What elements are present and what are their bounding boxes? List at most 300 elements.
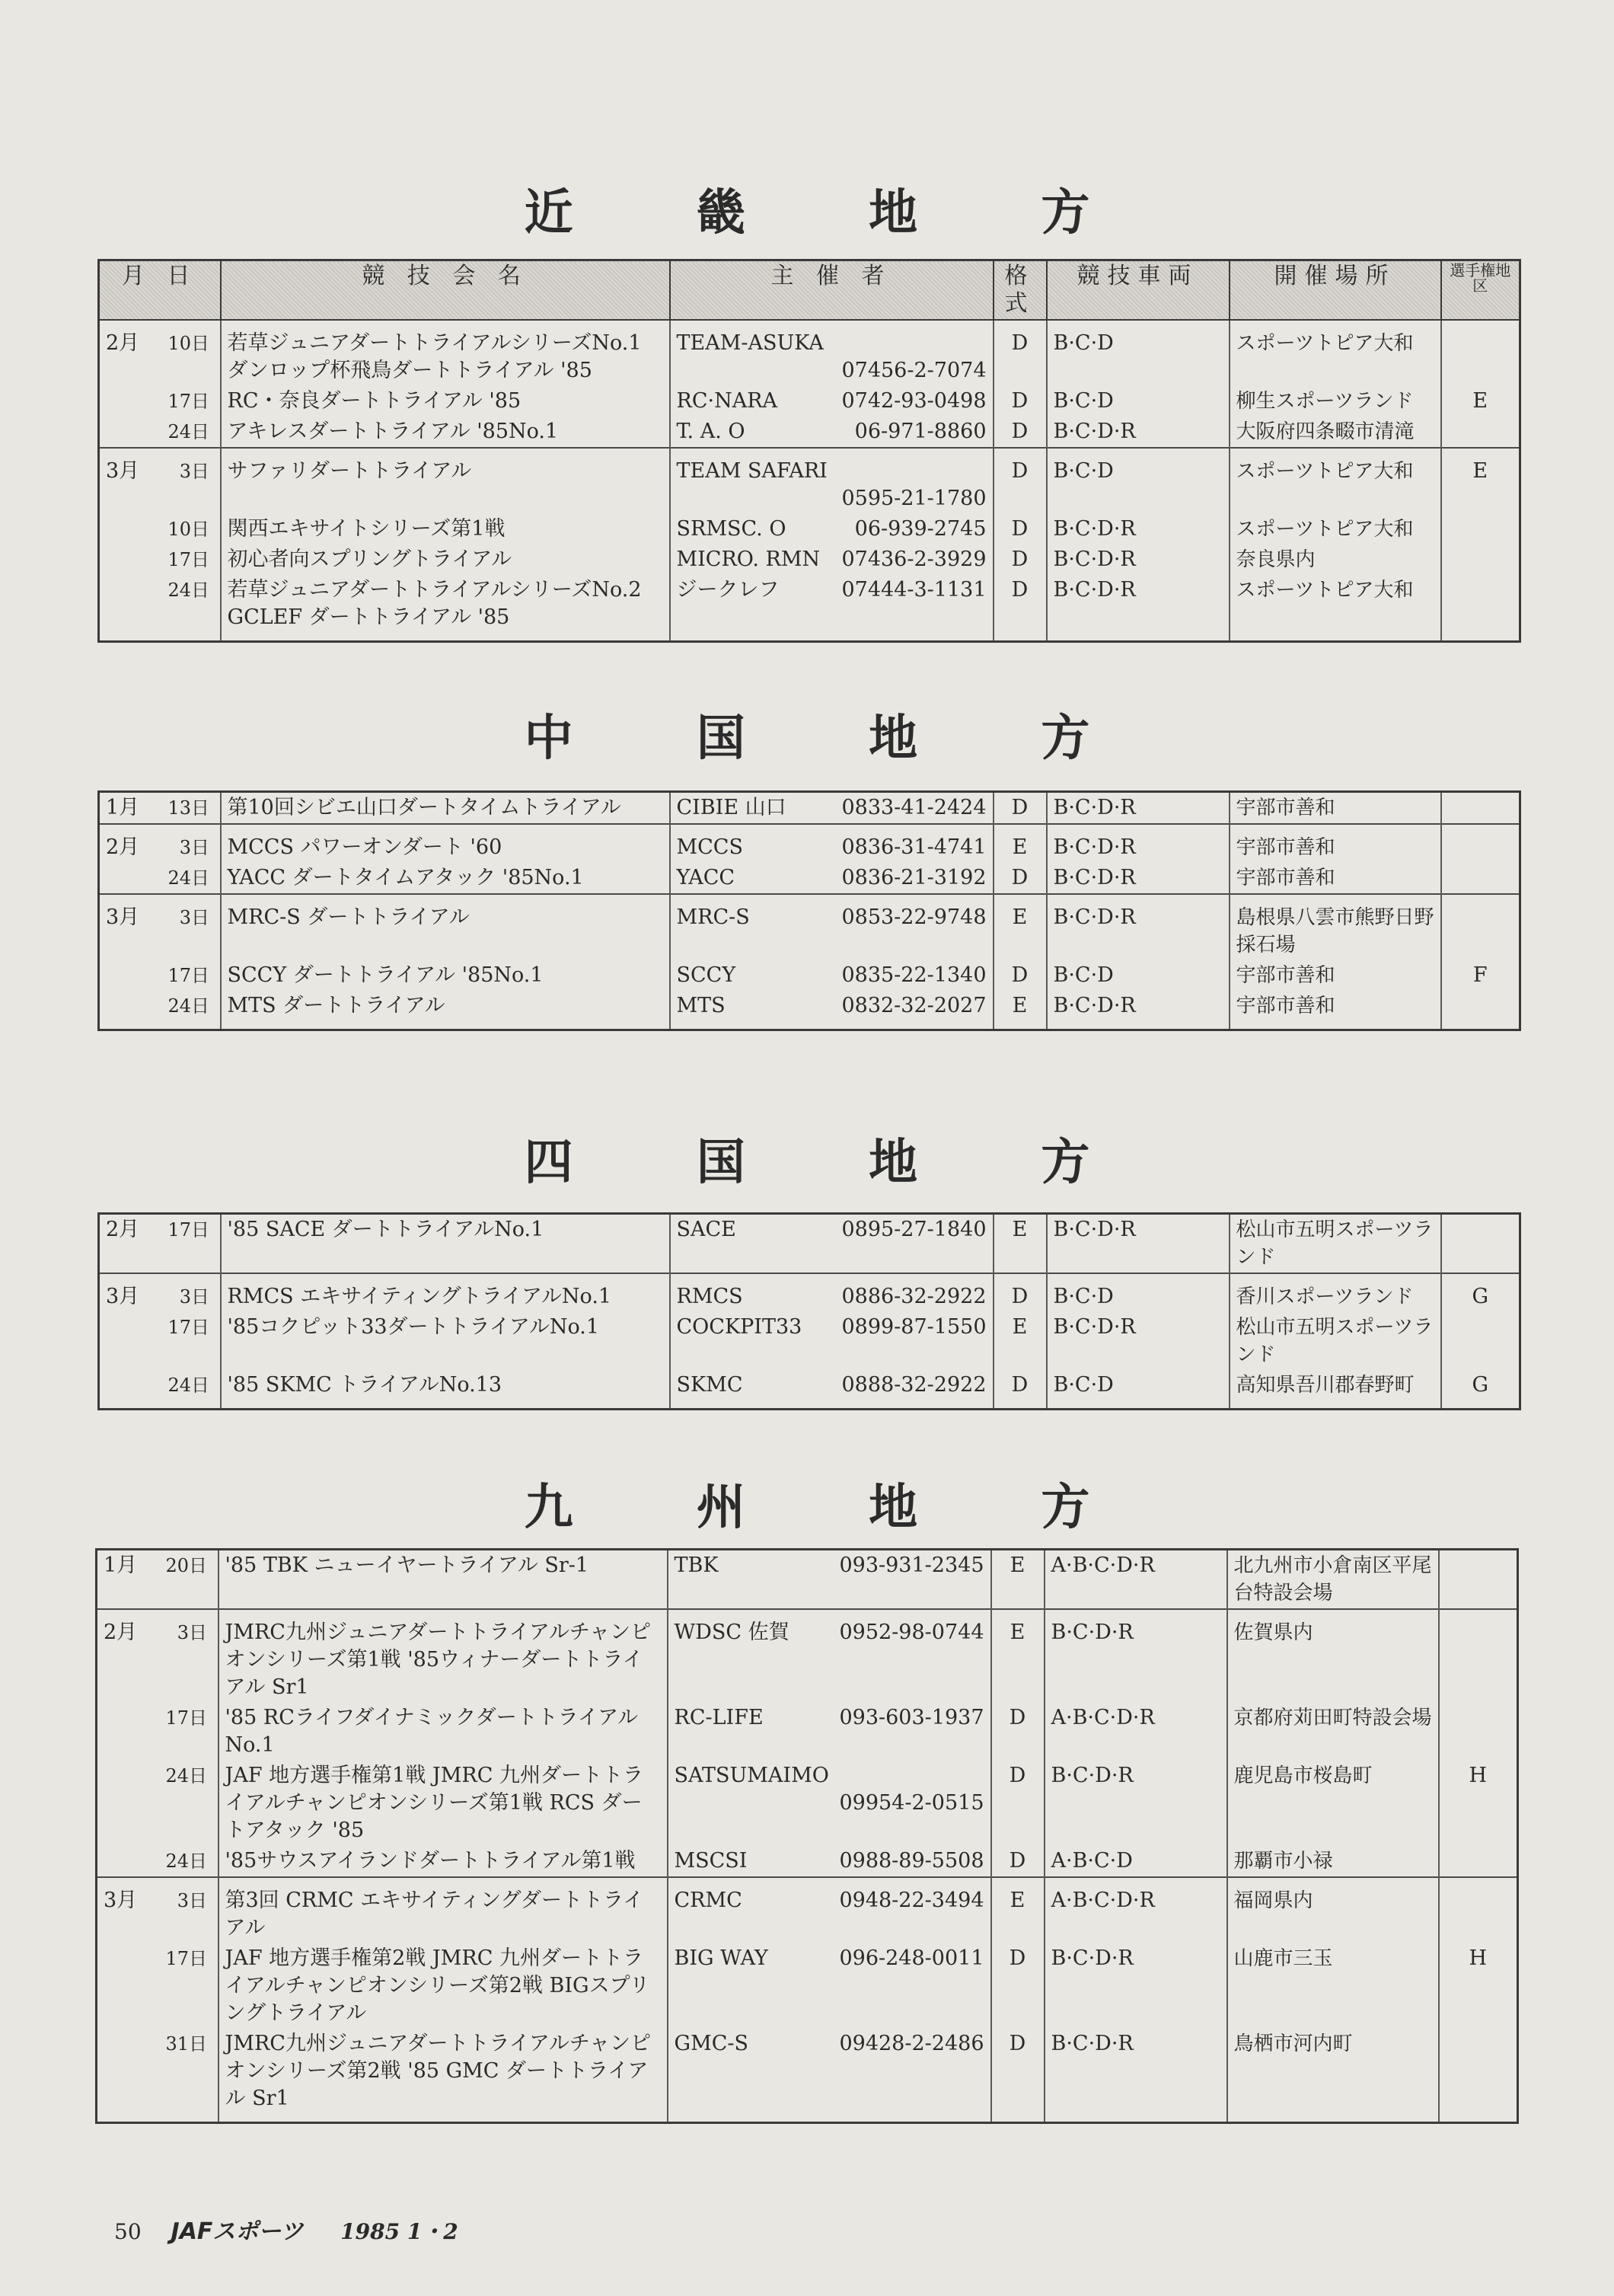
table-row xyxy=(99,320,1520,386)
event-name: 若草ジュニアダートトライアルシリーズNo.1 ダンロップ杯飛鳥ダートトライアル '85 xyxy=(221,320,670,386)
organizer-phone: 0853-22-9748 xyxy=(841,905,987,929)
organizer-phone: 0899-87-1550 xyxy=(841,1315,987,1339)
format-grade: D xyxy=(994,1273,1047,1312)
day: 20日 xyxy=(165,1555,207,1576)
table-row xyxy=(97,1943,1518,2029)
table-row xyxy=(99,448,1520,514)
organizer-phone: 06-939-2745 xyxy=(854,517,987,541)
vehicle-classes: B·C·D·R xyxy=(1047,1214,1230,1274)
table-row xyxy=(99,1370,1520,1410)
format-grade: E xyxy=(991,1609,1045,1703)
organizer-name: MRC-S xyxy=(676,905,750,929)
event-name: 若草ジュニアダートトライアルシリーズNo.2 GCLEF ダートトライアル '85 xyxy=(221,575,670,642)
event-name: RMCS エキサイティングトライアルNo.1 xyxy=(221,1273,670,1312)
table-row xyxy=(99,417,1520,448)
date-cell xyxy=(99,544,221,575)
organizer-cell xyxy=(670,417,994,448)
organizer-name: RC-LIFE xyxy=(674,1706,764,1729)
month: 2月 xyxy=(104,1621,138,1644)
date-cell xyxy=(99,1214,221,1274)
event-name: '85コクピット33ダートトライアルNo.1 xyxy=(221,1312,670,1370)
table-row xyxy=(97,1609,1518,1703)
organizer-phone: 0836-21-3192 xyxy=(841,866,987,889)
vehicle-classes: B·C·D·R xyxy=(1047,792,1230,825)
date-cell xyxy=(97,1943,218,2029)
month: 2月 xyxy=(106,835,140,859)
venue: 鹿児島市桜島町 xyxy=(1227,1761,1439,1846)
vehicle-classes: B·C·D xyxy=(1047,1370,1230,1410)
venue: 奈良県内 xyxy=(1230,544,1441,575)
event-name: RC・奈良ダートトライアル '85 xyxy=(221,386,670,417)
table-row xyxy=(97,1703,1518,1761)
month: 1月 xyxy=(104,1554,138,1577)
organizer-cell xyxy=(670,575,994,642)
table-row xyxy=(99,575,1520,642)
organizer-phone: 0832-32-2027 xyxy=(841,994,987,1017)
organizer-phone: 0835-22-1340 xyxy=(841,963,987,987)
championship-district xyxy=(1441,575,1520,642)
vehicle-classes: B·C·D·R xyxy=(1045,1761,1227,1846)
venue: 京都府苅田町特設会場 xyxy=(1227,1703,1439,1761)
championship-district: F xyxy=(1441,960,1520,991)
organizer-name: TEAM SAFARI xyxy=(676,459,828,483)
organizer-phone: 0886-32-2922 xyxy=(841,1285,987,1308)
date-cell xyxy=(99,386,221,417)
venue: 鳥栖市河内町 xyxy=(1227,2029,1439,2123)
format-grade: D xyxy=(994,544,1047,575)
column-header: 競 技 会 名 xyxy=(221,260,670,321)
day: 3日 xyxy=(177,1622,207,1643)
date-cell xyxy=(97,1877,218,1943)
venue: 宇部市善和 xyxy=(1230,991,1441,1030)
organizer-phone: 09954-2-0515 xyxy=(839,1791,984,1815)
vehicle-classes: B·C·D·R xyxy=(1047,824,1230,863)
day: 3日 xyxy=(179,461,209,482)
column-header: 格式 xyxy=(994,260,1047,321)
format-grade: D xyxy=(994,514,1047,544)
vehicle-classes: B·C·D·R xyxy=(1047,575,1230,642)
day: 17日 xyxy=(165,1948,207,1969)
column-header: 主 催 者 xyxy=(670,260,994,321)
format-grade: D xyxy=(991,2029,1045,2123)
organizer-phone: 0948-22-3494 xyxy=(839,1889,984,1912)
organizer-cell xyxy=(670,991,994,1030)
venue: スポーツトピア大和 xyxy=(1230,575,1441,642)
event-name: YACC ダートタイムアタック '85No.1 xyxy=(221,863,670,894)
championship-district xyxy=(1441,894,1520,960)
event-name: 第10回シビエ山口ダートタイムトライアル xyxy=(221,792,670,825)
format-grade: E xyxy=(991,1877,1045,1943)
date-cell xyxy=(99,991,221,1030)
venue: 北九州市小倉南区平尾台特設会場 xyxy=(1227,1550,1439,1610)
vehicle-classes: B·C·D·R xyxy=(1047,894,1230,960)
date-cell xyxy=(99,320,221,386)
organizer-name: SACE xyxy=(676,1218,736,1241)
day: 3日 xyxy=(177,1890,207,1911)
day: 10日 xyxy=(167,333,209,354)
region-title: 中 国 地 方 xyxy=(524,711,1144,767)
event-name: アキレスダートトライアル '85No.1 xyxy=(221,417,670,448)
vehicle-classes: B·C·D xyxy=(1047,448,1230,514)
format-grade: D xyxy=(991,1846,1045,1877)
event-name: サファリダートトライアル xyxy=(221,448,670,514)
vehicle-classes: B·C·D·R xyxy=(1047,544,1230,575)
venue: 宇部市善和 xyxy=(1230,792,1441,825)
column-header: 競技車両 xyxy=(1047,260,1230,321)
event-name: '85 TBK ニューイヤートライアル Sr-1 xyxy=(218,1550,668,1610)
date-cell xyxy=(99,575,221,642)
schedule-table xyxy=(97,790,1521,1031)
vehicle-classes: B·C·D·R xyxy=(1047,991,1230,1030)
format-grade: D xyxy=(991,1761,1045,1846)
venue: 宇部市善和 xyxy=(1230,863,1441,894)
format-grade: D xyxy=(991,1703,1045,1761)
vehicle-classes: B·C·D·R xyxy=(1045,1943,1227,2029)
day: 24日 xyxy=(165,1851,207,1872)
organizer-phone: 0895-27-1840 xyxy=(841,1218,987,1241)
vehicle-classes: B·C·D xyxy=(1047,386,1230,417)
championship-district xyxy=(1441,991,1520,1030)
day: 17日 xyxy=(167,391,209,412)
format-grade: D xyxy=(994,960,1047,991)
format-grade: E xyxy=(994,894,1047,960)
month: 3月 xyxy=(106,905,140,929)
vehicle-classes: B·C·D·R xyxy=(1045,1609,1227,1703)
date-cell xyxy=(97,1846,218,1877)
championship-district xyxy=(1441,1312,1520,1370)
day: 24日 xyxy=(167,995,209,1017)
organizer-cell xyxy=(670,320,994,386)
organizer-name: MTS xyxy=(676,994,726,1017)
event-name: JAF 地方選手権第2戦 JMRC 九州ダートトライアルチャンピオンシリーズ第2戦 BIGスプリングトライアル xyxy=(218,1943,668,2029)
region-title: 四 国 地 方 xyxy=(524,1135,1144,1191)
organizer-cell xyxy=(670,960,994,991)
date-cell xyxy=(99,1312,221,1370)
venue: スポーツトピア大和 xyxy=(1230,320,1441,386)
schedule-table xyxy=(97,1212,1521,1410)
table-header xyxy=(99,260,1520,321)
vehicle-classes: A·B·C·D xyxy=(1045,1846,1227,1877)
vehicle-classes: B·C·D·R xyxy=(1045,2029,1227,2123)
organizer-phone: 0888-32-2922 xyxy=(841,1373,987,1397)
issue-label: 1985 1・2 xyxy=(340,2219,458,2244)
table-row xyxy=(99,544,1520,575)
event-name: '85サウスアイランドダートトライアル第1戦 xyxy=(218,1846,668,1877)
organizer-phone: 07436-2-3929 xyxy=(841,548,987,571)
championship-district xyxy=(1441,320,1520,386)
format-grade: E xyxy=(994,1214,1047,1274)
table-row xyxy=(99,1273,1520,1312)
organizer-cell xyxy=(670,1273,994,1312)
organizer-cell xyxy=(670,1370,994,1410)
event-name: 第3回 CRMC エキサイティングダートトライアル xyxy=(218,1877,668,1943)
format-grade: D xyxy=(994,575,1047,642)
organizer-name: CIBIE 山口 xyxy=(676,796,786,819)
vehicle-classes: B·C·D·R xyxy=(1047,863,1230,894)
organizer-phone: 093-931-2345 xyxy=(839,1554,984,1577)
date-cell xyxy=(99,894,221,960)
table-row xyxy=(99,1214,1520,1274)
format-grade: D xyxy=(994,448,1047,514)
date-cell xyxy=(99,1370,221,1410)
table-row xyxy=(99,991,1520,1030)
organizer-phone: 0952-98-0744 xyxy=(839,1621,984,1644)
organizer-cell xyxy=(670,514,994,544)
column-header: 月 日 xyxy=(99,260,221,321)
column-header: 開催場所 xyxy=(1230,260,1441,321)
month: 2月 xyxy=(106,331,140,355)
day: 17日 xyxy=(167,1219,209,1241)
table-row xyxy=(99,960,1520,991)
date-cell xyxy=(97,1609,218,1703)
organizer-name: T. A. O xyxy=(676,420,745,443)
championship-district: E xyxy=(1441,448,1520,514)
organizer-phone: 0742-93-0498 xyxy=(841,389,987,413)
venue: 柳生スポーツランド xyxy=(1230,386,1441,417)
day: 3日 xyxy=(179,837,209,858)
organizer-name: RMCS xyxy=(676,1285,743,1308)
event-name: SCCY ダートトライアル '85No.1 xyxy=(221,960,670,991)
day: 17日 xyxy=(167,965,209,986)
month: 3月 xyxy=(104,1889,138,1912)
championship-district xyxy=(1441,514,1520,544)
date-cell xyxy=(99,1273,221,1312)
organizer-name: RC·NARA xyxy=(676,389,778,413)
venue: 大阪府四条畷市清滝 xyxy=(1230,417,1441,448)
vehicle-classes: A·B·C·D·R xyxy=(1045,1703,1227,1761)
event-name: JAF 地方選手権第1戦 JMRC 九州ダートトライアルチャンピオンシリーズ第1戦 RCS ダートアタック '85 xyxy=(218,1761,668,1846)
format-grade: E xyxy=(994,991,1047,1030)
vehicle-classes: B·C·D·R xyxy=(1047,1312,1230,1370)
organizer-cell xyxy=(670,448,994,514)
championship-district xyxy=(1439,1703,1518,1761)
organizer-cell xyxy=(670,544,994,575)
date-cell xyxy=(99,792,221,825)
championship-district xyxy=(1441,792,1520,825)
venue: スポーツトピア大和 xyxy=(1230,448,1441,514)
table-row xyxy=(99,863,1520,894)
organizer-cell xyxy=(668,1943,991,2029)
venue: 香川スポーツランド xyxy=(1230,1273,1441,1312)
organizer-cell xyxy=(668,1846,991,1877)
date-cell xyxy=(97,2029,218,2123)
day: 3日 xyxy=(179,907,209,928)
event-name: 関西エキサイトシリーズ第1戦 xyxy=(221,514,670,544)
table-row xyxy=(97,1761,1518,1846)
date-cell xyxy=(99,448,221,514)
schedule-table xyxy=(97,259,1521,643)
table-row xyxy=(97,1550,1518,1610)
championship-district xyxy=(1439,2029,1518,2123)
event-name: JMRC九州ジュニアダートトライアルチャンピオンシリーズ第1戦 '85ウィナーダートトライアル Sr1 xyxy=(218,1609,668,1703)
organizer-phone: 096-248-0011 xyxy=(839,1946,984,1970)
organizer-cell xyxy=(668,2029,991,2123)
championship-district xyxy=(1441,1214,1520,1274)
day: 24日 xyxy=(165,1765,207,1787)
organizer-cell xyxy=(670,863,994,894)
championship-district: H xyxy=(1439,1943,1518,2029)
day: 24日 xyxy=(167,867,209,889)
format-grade: D xyxy=(994,386,1047,417)
format-grade: E xyxy=(994,1312,1047,1370)
vehicle-classes: B·C·D xyxy=(1047,320,1230,386)
championship-district xyxy=(1439,1846,1518,1877)
format-grade: D xyxy=(994,417,1047,448)
format-grade: D xyxy=(994,320,1047,386)
venue: 宇部市善和 xyxy=(1230,960,1441,991)
month: 3月 xyxy=(106,1285,140,1308)
venue: 福岡県内 xyxy=(1227,1877,1439,1943)
day: 24日 xyxy=(167,580,209,601)
event-name: '85 RCライフダイナミックダートトライアルNo.1 xyxy=(218,1703,668,1761)
organizer-cell xyxy=(668,1877,991,1943)
organizer-phone: 09428-2-2486 xyxy=(839,2032,984,2055)
date-cell xyxy=(99,514,221,544)
championship-district xyxy=(1441,824,1520,863)
organizer-cell xyxy=(668,1761,991,1846)
date-cell xyxy=(99,417,221,448)
table-row xyxy=(99,792,1520,825)
format-grade: D xyxy=(991,1943,1045,2029)
event-name: JMRC九州ジュニアダートトライアルチャンピオンシリーズ第2戦 '85 GMC ダートトライアル Sr1 xyxy=(218,2029,668,2123)
organizer-name: TEAM-ASUKA xyxy=(676,331,824,355)
page-number: 50 xyxy=(114,2219,142,2244)
organizer-name: SATSUMAIMO xyxy=(674,1764,829,1787)
column-header: 選手権地区 xyxy=(1441,260,1520,321)
table-row xyxy=(99,824,1520,863)
organizer-cell xyxy=(670,1312,994,1370)
organizer-name: COCKPIT33 xyxy=(676,1315,802,1339)
organizer-cell xyxy=(670,824,994,863)
vehicle-classes: B·C·D xyxy=(1047,1273,1230,1312)
championship-district xyxy=(1439,1550,1518,1610)
event-name: MTS ダートトライアル xyxy=(221,991,670,1030)
organizer-phone: 06-971-8860 xyxy=(854,420,987,443)
organizer-name: ジークレフ xyxy=(676,578,780,602)
organizer-name: MCCS xyxy=(676,835,743,859)
organizer-phone: 0988-89-5508 xyxy=(839,1849,984,1873)
day: 24日 xyxy=(167,1375,209,1396)
organizer-cell xyxy=(668,1703,991,1761)
table-row xyxy=(99,386,1520,417)
table-row xyxy=(99,894,1520,960)
championship-district xyxy=(1441,863,1520,894)
day: 13日 xyxy=(167,797,209,819)
table-row xyxy=(99,514,1520,544)
vehicle-classes: B·C·D·R xyxy=(1047,417,1230,448)
organizer-name: WDSC 佐賀 xyxy=(674,1621,789,1644)
championship-district: E xyxy=(1441,386,1520,417)
vehicle-classes: A·B·C·D·R xyxy=(1045,1550,1227,1610)
table-row xyxy=(97,2029,1518,2123)
day: 10日 xyxy=(167,519,209,540)
format-grade: D xyxy=(994,1370,1047,1410)
venue: 松山市五明スポーツランド xyxy=(1230,1312,1441,1370)
vehicle-classes: B·C·D xyxy=(1047,960,1230,991)
organizer-phone: 093-603-1937 xyxy=(839,1706,984,1729)
organizer-name: SRMSC. O xyxy=(676,517,786,541)
day: 17日 xyxy=(167,1317,209,1338)
date-cell xyxy=(97,1550,218,1610)
page-footer xyxy=(114,2212,458,2246)
date-cell xyxy=(99,960,221,991)
organizer-phone: 0836-31-4741 xyxy=(841,835,987,859)
day: 3日 xyxy=(179,1286,209,1308)
format-grade: E xyxy=(991,1550,1045,1610)
organizer-phone: 0595-21-1780 xyxy=(841,487,987,510)
organizer-phone: 0833-41-2424 xyxy=(841,796,987,819)
venue: 宇部市善和 xyxy=(1230,824,1441,863)
month: 2月 xyxy=(106,1218,140,1241)
date-cell xyxy=(97,1703,218,1761)
region-title: 近 畿 地 方 xyxy=(524,185,1144,241)
organizer-cell xyxy=(670,1214,994,1274)
venue: スポーツトピア大和 xyxy=(1230,514,1441,544)
organizer-phone: 07444-3-1131 xyxy=(841,578,987,602)
organizer-cell xyxy=(670,386,994,417)
vehicle-classes: B·C·D·R xyxy=(1047,514,1230,544)
event-name: MCCS パワーオンダート '60 xyxy=(221,824,670,863)
organizer-name: TBK xyxy=(674,1554,719,1577)
organizer-cell xyxy=(670,792,994,825)
venue: 松山市五明スポーツランド xyxy=(1230,1214,1441,1274)
month: 3月 xyxy=(106,459,140,483)
venue: 島根県八雲市熊野日野採石場 xyxy=(1230,894,1441,960)
day: 17日 xyxy=(165,1707,207,1729)
region-title: 九 州 地 方 xyxy=(524,1480,1144,1536)
date-cell xyxy=(99,824,221,863)
table-row xyxy=(97,1846,1518,1877)
table-row xyxy=(99,1312,1520,1370)
day: 17日 xyxy=(167,549,209,570)
championship-district xyxy=(1441,417,1520,448)
date-cell xyxy=(97,1761,218,1846)
date-cell xyxy=(99,863,221,894)
venue: 高知県吾川郡春野町 xyxy=(1230,1370,1441,1410)
venue: 佐賀県内 xyxy=(1227,1609,1439,1703)
organizer-name: GMC-S xyxy=(674,2032,748,2055)
day: 24日 xyxy=(167,421,209,442)
organizer-name: SKMC xyxy=(676,1373,743,1397)
organizer-cell xyxy=(668,1550,991,1610)
organizer-phone: 07456-2-7074 xyxy=(841,359,987,382)
format-grade: D xyxy=(994,863,1047,894)
table-row xyxy=(97,1877,1518,1943)
championship-district: G xyxy=(1441,1273,1520,1312)
championship-district xyxy=(1439,1609,1518,1703)
organizer-cell xyxy=(670,894,994,960)
venue: 山鹿市三玉 xyxy=(1227,1943,1439,2029)
organizer-name: CRMC xyxy=(674,1889,742,1912)
organizer-cell xyxy=(668,1609,991,1703)
format-grade: E xyxy=(994,824,1047,863)
organizer-name: MICRO. RMN xyxy=(676,548,821,571)
organizer-name: MSCSI xyxy=(674,1849,748,1873)
championship-district xyxy=(1441,544,1520,575)
championship-district: G xyxy=(1441,1370,1520,1410)
event-name: '85 SKMC トライアルNo.13 xyxy=(221,1370,670,1410)
championship-district xyxy=(1439,1877,1518,1943)
championship-district: H xyxy=(1439,1761,1518,1846)
organizer-name: SCCY xyxy=(676,963,736,987)
event-name: MRC-S ダートトライアル xyxy=(221,894,670,960)
schedule-table xyxy=(95,1548,1519,2124)
magazine-name: JAFスポーツ xyxy=(171,2218,304,2245)
format-grade: D xyxy=(994,792,1047,825)
organizer-name: YACC xyxy=(676,866,735,889)
event-name: 初心者向スプリングトライアル xyxy=(221,544,670,575)
venue: 那覇市小禄 xyxy=(1227,1846,1439,1877)
